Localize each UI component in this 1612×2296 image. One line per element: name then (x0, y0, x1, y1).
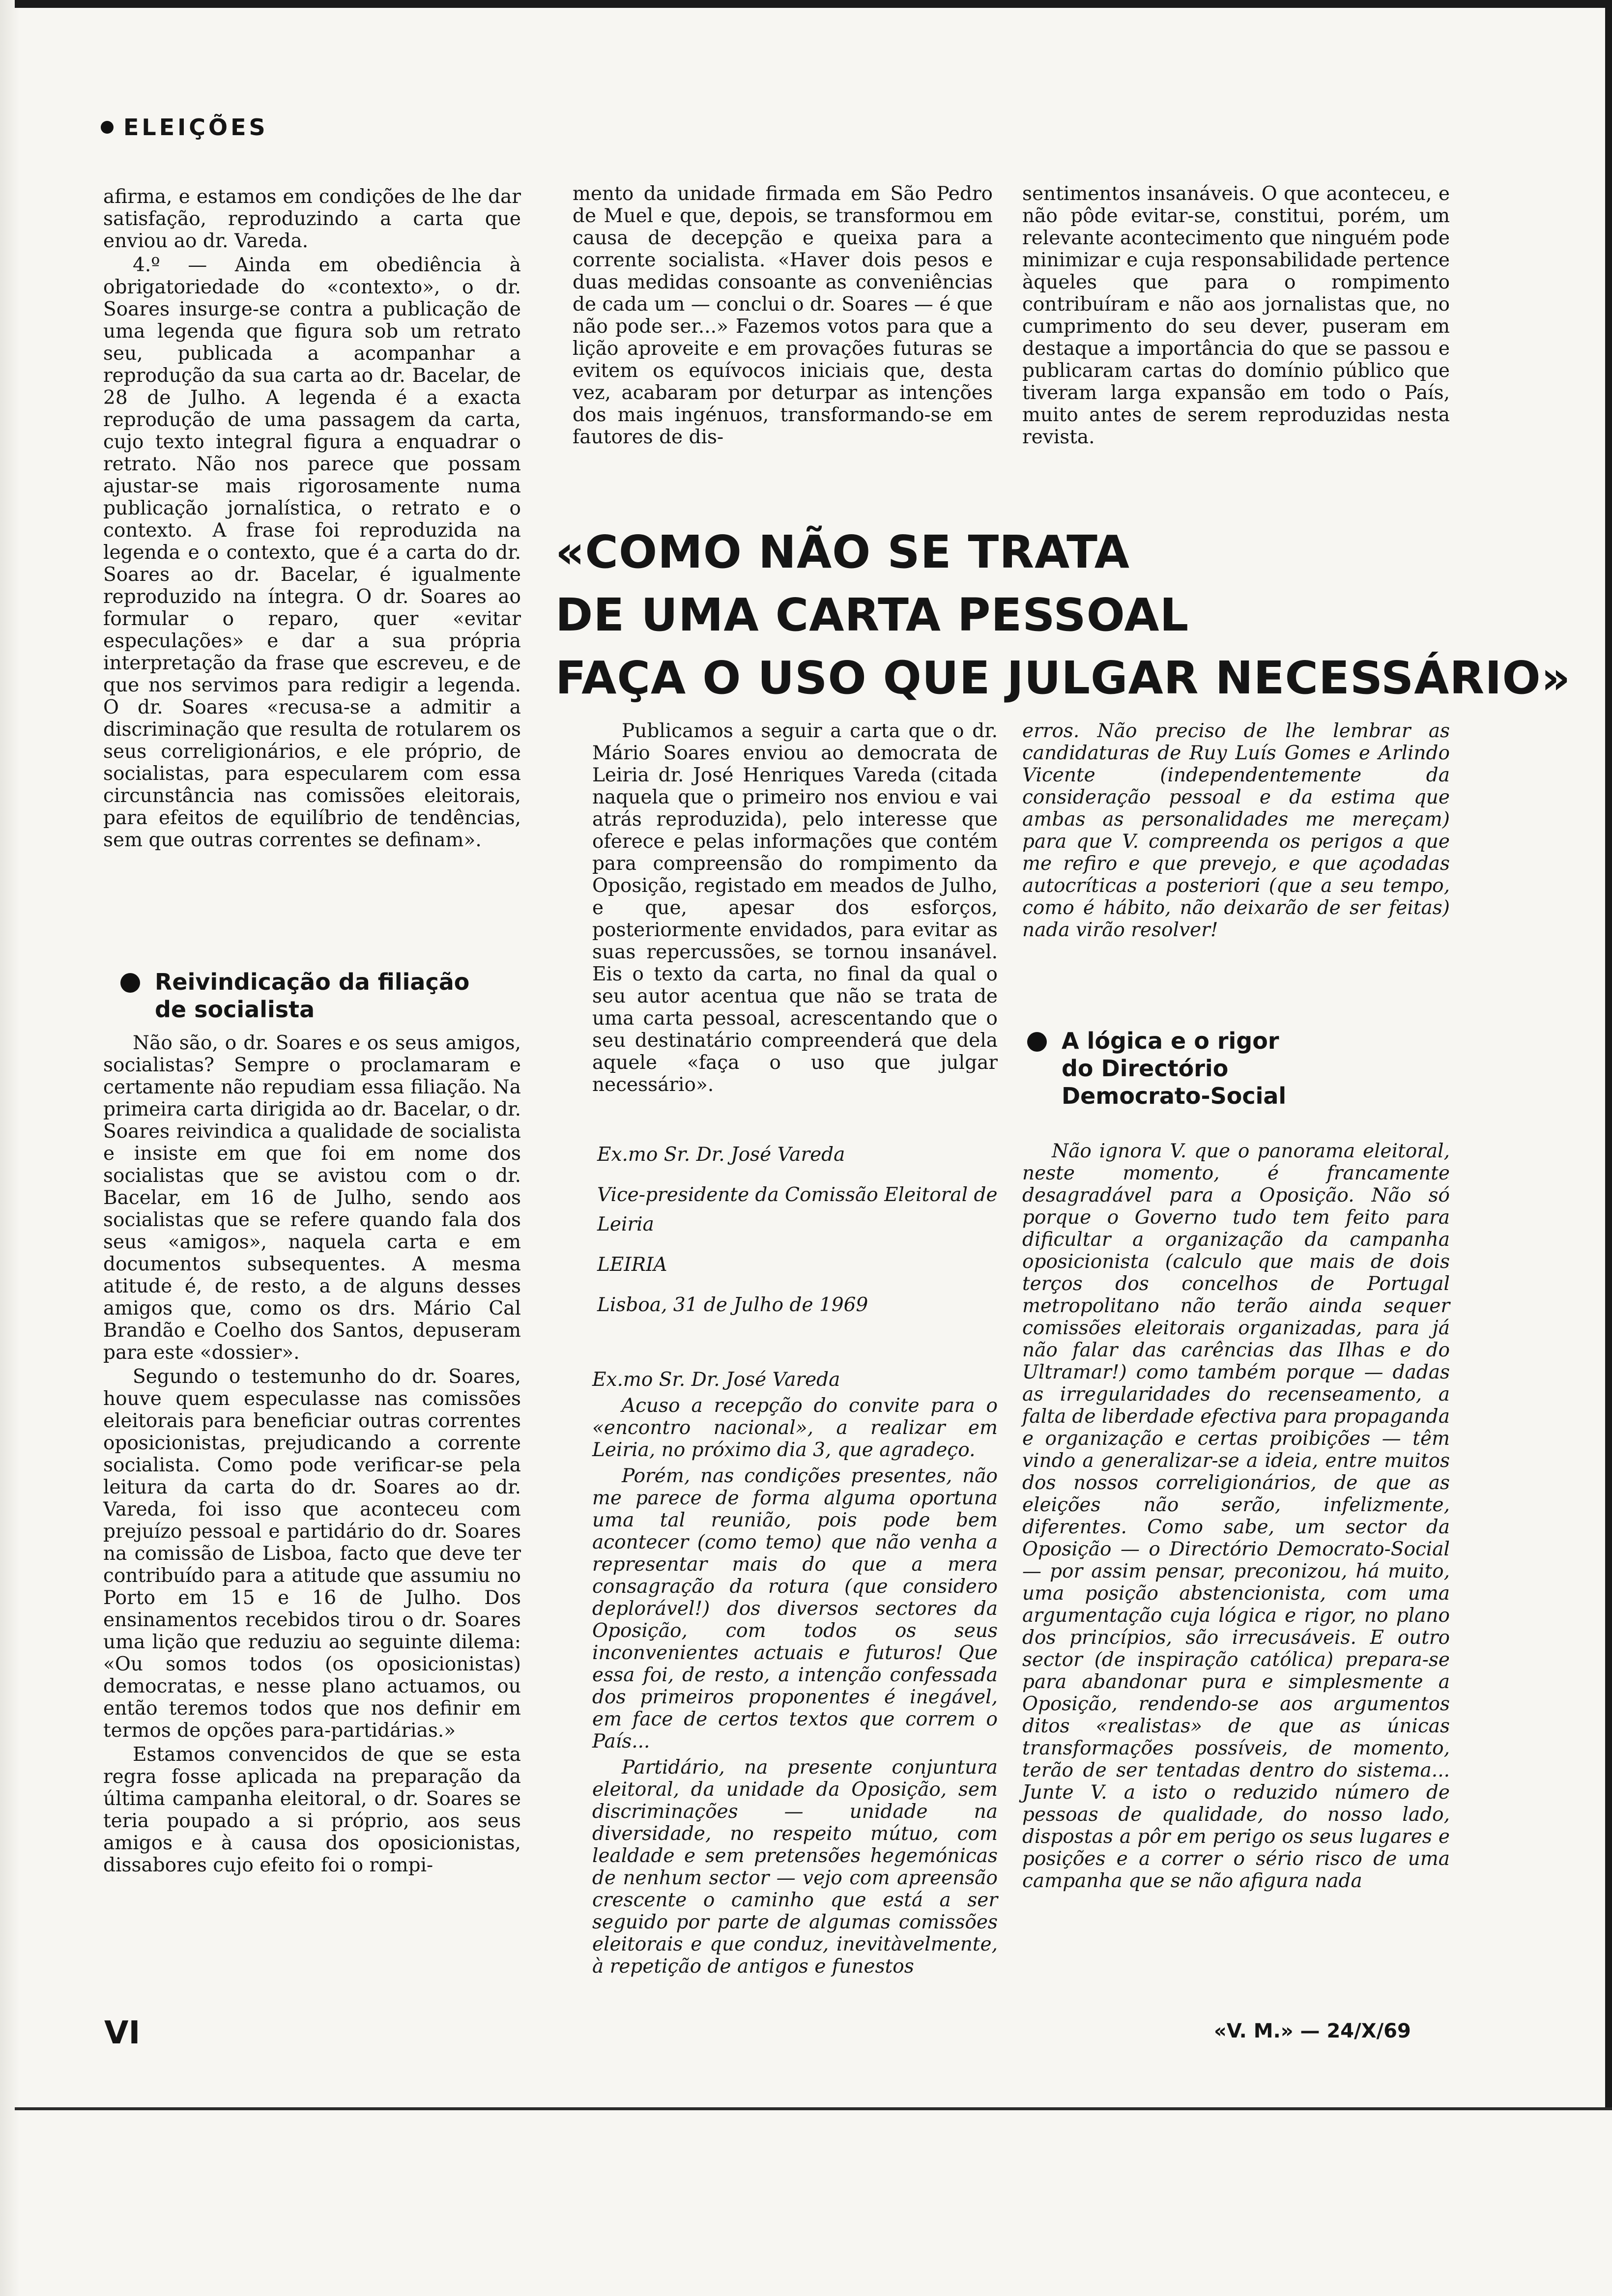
letter-body (592, 1369, 998, 1981)
column-3-letter-cont (1022, 720, 1450, 941)
page-margin (0, 0, 20, 2296)
paragraph: 4.º — Ainda em obediência à obrigatoriedade do «contexto», o dr. Soares insurge-se contra a publicação de uma legenda que figura sob um retrato seu, publicada a acompanhar a reprodução da sua carta ao dr. Bacelar, de 28 de Julho. A legenda é a exacta reprodução de uma passagem da carta, cujo texto integral figura a enquadrar o retrato. Não nos parece que possam ajustar-se mais rigorosamente numa publicação jornalística, o retrato e o contexto. A frase foi reproduzida na legenda e o contexto, que é a carta do dr. Soares ao dr. Bacelar, é igualmente reproduzido na íntegra. O dr. Soares ao formular o reparo, quer «evitar especulações» e dar a sua própria interpretação da frase que escreveu, e de que nos servimos para redigir a legenda. O dr. Soares «recusa-se a admitir a discriminação que resulta de rotularem os seus correligionários, e ele próprio, de socialistas, para especularem com essa circunstância nas comissões eleitorais, para efeitos de equilíbrio de tendências, sem que outras correntes se definam». (103, 254, 521, 851)
paragraph: Porém, nas condições presentes, não me parece de forma alguma oportuna uma tal reunião, pois pode bem acontecer (como temo) que não venha a representar mais do que a mera consagração da rotura (que considero deplorável!) dos diversos sectores da Oposição, com todos os seus inconvenientes actuais e futuros! Que essa foi, de resto, a intenção confessada dos primeiros proponentes é inegável, em face de certos textos que correm o País... (592, 1465, 998, 1752)
paragraph: Não ignora V. que o panorama eleitoral, neste momento, é francamente desagradável para a Oposição. Não só porque o Governo tudo tem feito para dificultar a organização da campanha oposicionista (calculo que mais de dois terços dos concelhos de Portugal metropolitano não terão ainda sequer comissões eleitorais organizadas, para já não falar das carências das Ilhas e do Ultramar!) como também porque — dadas as irregularidades do recenseamento, a falta de liberdade efectiva para propaganda e organização e certas proibições — têm vindo a generalizar-se a ideia, entre muitos dos nossos correligionários, de que as eleições não serão, infelizmente, diferentes. Como sabe, um sector da Oposição — o Directório Democrato-Social — por assim pensar, preconizou, há muito, uma posição abstencionista, com uma argumentação cuja lógica e rigor, no plano dos princípios, são irrecusáveis. E outro sector (de inspiração católica) prepara-se para abandonar pura e simplesmente a Oposição, rendendo-se aos argumentos ditos «realistas» de que as únicas transformações possíveis, de momento, terão de ser tentadas dentro do sistema... Junte V. a isto o reduzido número de pessoas de qualidade, do nosso lado, dispostas a pôr em perigo os seus lugares e posições e a correr o sério risco de uma campanha que se não afigura nada (1022, 1140, 1450, 1892)
page-top-rule (15, 0, 1612, 8)
letter-date: Lisboa, 31 de Julho de 1969 (597, 1294, 868, 1316)
paragraph: sentimentos insanáveis. O que aconteceu, e não pôde evitar-se, constitui, porém, um relevante acontecimento que ninguém pode minimizar e cuja responsabilidade pertence àqueles que para o rompimento contribuíram e não aos jornalistas que, no cumprimento do seu dever, puseram em destaque a importância do que se passou e publicaram cartas do domínio público que tiveram larga expansão em todo o País, muito antes de serem reproduzidas nesta revista. (1022, 183, 1450, 448)
bullet-icon (120, 973, 140, 993)
column-3-bottom (1022, 1140, 1450, 1892)
subheading-line: Democrato-Social (1062, 1083, 1287, 1109)
subheading-line: A lógica e o rigor (1062, 1028, 1279, 1054)
subheading-logica (1027, 1027, 1286, 1110)
letter-position: Vice-presidente da Comissão Eleitoral de Leiria (597, 1184, 998, 1235)
subheading-line: do Directório (1062, 1055, 1229, 1082)
page-number: VI (104, 2015, 141, 2051)
paragraph: mento da unidade firmada em São Pedro de Muel e que, depois, se transformou em causa de decepção e queixa para a corrente socialista. «Haver dois pesos e duas medidas consoante as conveniências de cada um — conclui o dr. Soares — é que não pode ser...» Fazemos votos para que a lição aproveite e em provações futuras se evitem os equívocos iniciais que, desta vez, acabaram por deturpar as intenções dos mais ingénuos, transformando-se em fautores de dis- (573, 183, 993, 448)
paragraph: Acuso a recepção do convite para o «encontro nacional», a realizar em Leiria, no próximo dia 3, que agradeço. (592, 1395, 998, 1461)
headline-line: «COMO NÃO SE TRATA (555, 526, 1130, 578)
headline-line: DE UMA CARTA PESSOAL (555, 589, 1189, 641)
letter-city: LEIRIA (597, 1254, 667, 1276)
paragraph: erros. Não preciso de lhe lembrar as candidaturas de Ruy Luís Gomes e Arlindo Vicente (independentemente da consideração pessoal e da estima que ambas as personalidades me mereçam) para que V. compreenda os perigos a que me refiro e que prevejo, e que açodadas autocríticas a posteriori (que a seu tempo, como é hábito, não deixarão de ser feitas) nada virão resolver! (1022, 720, 1450, 941)
column-2-top (573, 183, 993, 448)
paragraph: Partidário, na presente conjuntura eleitoral, da unidade da Oposição, sem discriminações — unidade na diversidade, no respeito mútuo, com lealdade e sem pretensões hegemónicas de nenhum sector — vejo com apreensão crescente o caminho que está a ser seguido por parte de algumas comissões eleitorais e que conduz, inevitàvelmente, à repetição de antigos e funestos (592, 1756, 998, 1978)
issue-reference: «V. M.» — 24/X/69 (1214, 2020, 1411, 2042)
letter-address-block (597, 1140, 998, 1331)
bullet-icon (1027, 1032, 1047, 1052)
page-right-rule (1605, 0, 1612, 2108)
subheading-line: Reivindicação da filiação (155, 969, 470, 995)
headline (555, 521, 1571, 710)
column-1-top (103, 186, 521, 851)
paragraph: Segundo o testemunho do dr. Soares, houve quem especulasse nas comissões eleitorais para beneficiar outras correntes oposicionistas, prejudicando a corrente socialista. Como pode verificar-se pela leitura da carta do dr. Soares ao dr. Vareda, foi isso que aconteceu com prejuízo pessoal e partidário do dr. Soares na comissão de Lisboa, facto que deve ter contribuído para a atitude que assumiu no Porto em 15 e 16 de Julho. Dos ensinamentos recebidos tirou o dr. Soares uma lição que reduziu ao seguinte dilema: «Ou somos todos (os oposicionistas) democratas, e nesse plano actuamos, ou então teremos todos que nos definir em termos de opções para-partidárias.» (103, 1366, 521, 1742)
headline-line: FAÇA O USO QUE JULGAR NECESSÁRIO» (555, 652, 1571, 704)
column-1-bottom (103, 1032, 521, 1876)
subheading-reivindicacao (120, 968, 469, 1023)
column-2-intro (592, 720, 998, 1096)
page-bottom-rule (15, 2107, 1612, 2110)
paragraph: Publicamos a seguir a carta que o dr. Mário Soares enviou ao democrata de Leiria dr. José Henriques Vareda (citada naquela que o primeiro nos enviou e vai atrás reproduzida), pelo interesse que oferece e pelas informações que contém para compreensão do rompimento da Oposição, registado em meados de Julho, e que, apesar dos esforços, posteriormente envidados, para evitar as suas repercussões, se tornou insanável. Eis o texto da carta, no final da qual o seu autor acentua que não se trata de uma carta pessoal, acrescentando que o seu destinatário compreenderá que dela aquele «faça o uso que julgar necessário». (592, 720, 998, 1096)
column-3-top (1022, 183, 1450, 448)
letter-greeting: Ex.mo Sr. Dr. José Vareda (592, 1369, 840, 1391)
bullet-icon (101, 121, 114, 134)
subheading-line: de socialista (155, 996, 315, 1023)
section-header (101, 114, 268, 141)
paragraph: Não são, o dr. Soares e os seus amigos, socialistas? Sempre o proclamaram e certamente não repudiam essa filiação. Na primeira carta dirigida ao dr. Bacelar, o dr. Soares reivindica a qualidade de socialista e insiste em que foi em nome dos socialistas que se avistou com o dr. Bacelar, em 16 de Julho, sendo aos socialistas que se refere quando fala dos seus «amigos», naquela carta e em documentos subsequentes. A mesma atitude é, de resto, a de alguns desses amigos que, como os drs. Mário Cal Brandão e Coelho dos Santos, depuseram para este «dossier». (103, 1032, 521, 1364)
letter-salutation: Ex.mo Sr. Dr. José Vareda (597, 1144, 845, 1166)
paragraph: Estamos convencidos de que se esta regra fosse aplicada na preparação da última campanha eleitoral, o dr. Soares se teria poupado a si próprio, aos seus amigos e à causa dos oposicionistas, dissabores cujo efeito foi o rompi- (103, 1744, 521, 1876)
section-label: ELEIÇÕES (123, 114, 268, 141)
paragraph: afirma, e estamos em condições de lhe dar satisfação, reproduzindo a carta que enviou ao dr. Vareda. (103, 186, 521, 252)
